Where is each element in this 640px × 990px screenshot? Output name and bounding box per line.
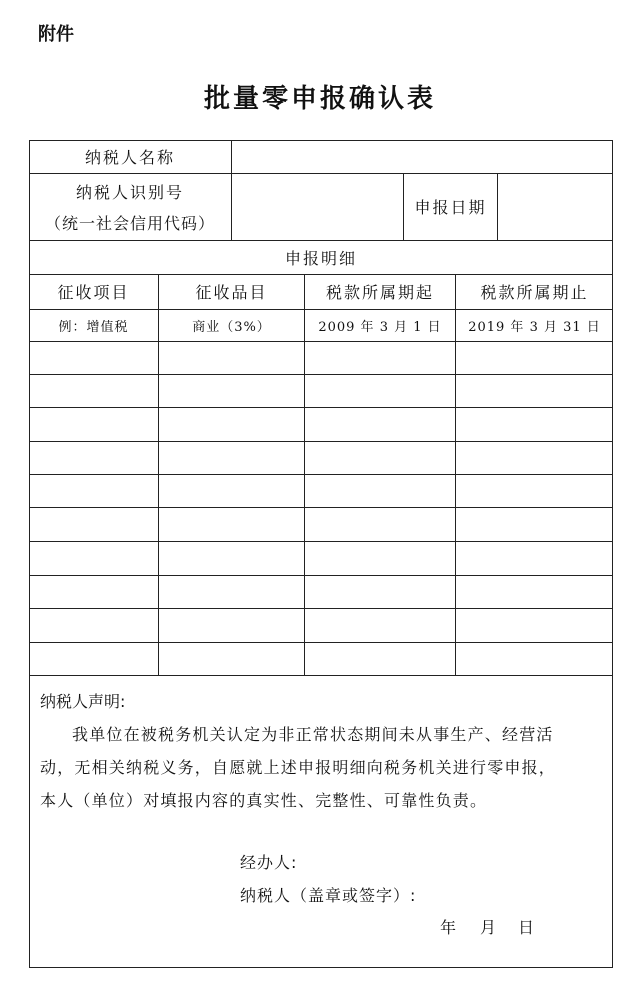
handler-label: 经办人: (240, 853, 298, 872)
row-divider (29, 675, 613, 676)
column-header: 征收品目 (195, 283, 268, 302)
taxpayer-seal-label: 纳税人（盖章或签字）: (240, 886, 417, 905)
column-header: 税款所属期止 (480, 283, 589, 302)
row-divider (29, 575, 613, 576)
row-divider (29, 341, 613, 342)
column-header: 征收项目 (57, 283, 130, 302)
row-divider (29, 407, 613, 408)
taxpayer-id-field[interactable] (232, 173, 403, 240)
column-header: 税款所属期起 (325, 283, 434, 302)
row-divider (29, 608, 613, 609)
taxpayer-name-field[interactable] (232, 140, 613, 173)
example-cell: 例：增值税 (58, 319, 129, 335)
date-year-label: 年 (440, 918, 457, 937)
declare-date-label: 申报日期 (414, 198, 487, 217)
example-cell: 商业（3%） (192, 319, 271, 335)
date-month-label: 月 (480, 918, 497, 937)
taxpayer-id-label: 纳税人识别号 (75, 182, 184, 202)
detail-section-header: 申报明细 (284, 248, 357, 268)
statement-line: 我单位在被税务机关认定为非正常状态期间未从事生产、经营活 (72, 725, 554, 744)
row-divider (29, 541, 613, 542)
form-title: 批量零申报确认表 (203, 84, 436, 114)
row-divider (29, 474, 613, 475)
row-divider (29, 642, 613, 643)
example-cell: 2019 年 3 月 31 日 (468, 319, 601, 335)
example-cell: 2009 年 3 月 1 日 (318, 319, 442, 335)
taxpayer-name-label: 纳税人名称 (84, 148, 175, 167)
row-divider (29, 374, 613, 375)
statement-line: 本人（单位）对填报内容的真实性、完整性、可靠性负责。 (40, 791, 488, 810)
declare-date-field[interactable] (498, 173, 613, 240)
row-divider (29, 441, 613, 442)
date-day-label: 日 (518, 918, 535, 937)
statement-title: 纳税人声明: (40, 692, 126, 711)
row-divider (29, 507, 613, 508)
credit-code-label: （统一社会信用代码） (44, 213, 215, 233)
statement-line: 动，无相关纳税义务，自愿就上述申报明细向税务机关进行零申报， (40, 758, 557, 777)
attachment-label: 附件 (38, 24, 74, 45)
